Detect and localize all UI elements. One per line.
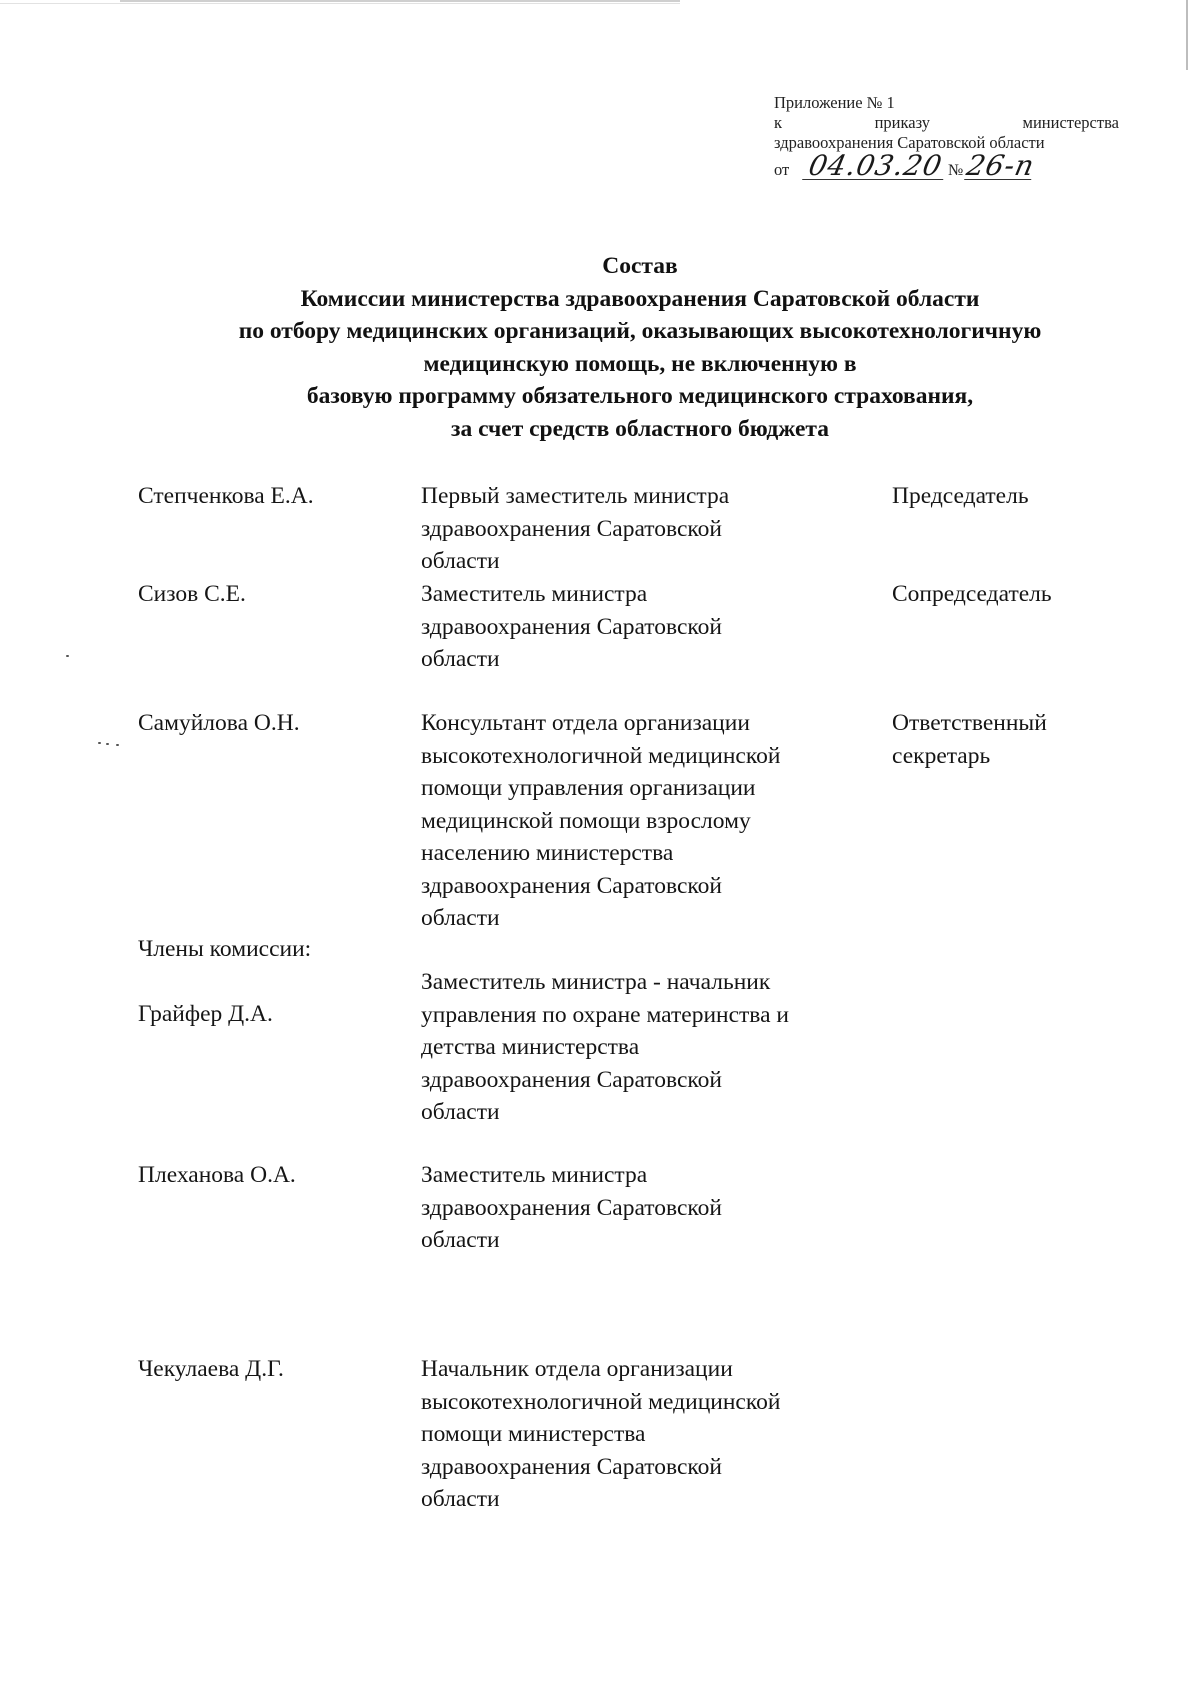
position-line: медицинской помощи взрослому xyxy=(421,807,751,834)
handwritten-order-number: 26-п xyxy=(963,149,1039,182)
position-line: Консультант отдела организации xyxy=(421,710,750,736)
position-line: здравоохранения Саратовской xyxy=(421,872,722,899)
scan-speck xyxy=(66,655,69,657)
role-line: Председатель xyxy=(892,483,1029,509)
member-position xyxy=(421,707,780,935)
annex-word: министерства xyxy=(1022,113,1119,132)
scan-speck xyxy=(116,744,119,746)
member-name: Плеханова О.А. xyxy=(138,1162,296,1188)
role-line: секретарь xyxy=(892,742,991,769)
title-line: за счет средств областного бюджета xyxy=(451,415,829,442)
position-line: Первый заместитель министра xyxy=(421,483,730,509)
member-position xyxy=(421,966,789,1129)
role-line: Сопредседатель xyxy=(892,581,1052,607)
position-line: области xyxy=(421,1486,500,1512)
annex-block xyxy=(774,93,1119,187)
position-line: высокотехнологичной медицинской xyxy=(421,742,781,769)
position-line: здравоохранения Саратовской xyxy=(421,1194,722,1221)
scan-edge-line xyxy=(1186,0,1188,70)
position-line: Заместитель министра xyxy=(421,1162,648,1188)
annex-date-row xyxy=(774,149,1119,187)
member-position xyxy=(421,480,729,578)
position-line: высокотехнологичной медицинской xyxy=(421,1388,781,1415)
member-position xyxy=(421,1159,722,1257)
role-line: Ответственный xyxy=(892,710,1047,736)
commission-members-label: Члены комиссии: xyxy=(138,936,312,962)
position-line: области xyxy=(421,1099,500,1125)
position-line: Заместитель министра xyxy=(421,581,648,607)
position-line: области xyxy=(421,905,500,931)
annex-date-prefix: от xyxy=(774,160,790,179)
position-line: управления по охране материнства и xyxy=(421,1001,789,1028)
annex-order-reference xyxy=(774,113,1119,133)
annex-ministry: здравоохранения Саратовской области xyxy=(774,133,1045,152)
position-line: здравоохранения Саратовской xyxy=(421,613,722,640)
position-line: здравоохранения Саратовской xyxy=(421,1066,722,1093)
position-line: здравоохранения Саратовской xyxy=(421,515,722,542)
member-role xyxy=(892,578,1052,611)
position-line: Начальник отдела организации xyxy=(421,1356,733,1382)
scan-speck xyxy=(106,743,109,745)
position-line: здравоохранения Саратовской xyxy=(421,1453,722,1480)
annex-word: к xyxy=(774,113,783,132)
position-line: помощи министерства xyxy=(421,1421,646,1447)
position-line: Заместитель министра - начальник xyxy=(421,969,771,995)
position-line: помощи управления организации xyxy=(421,775,756,801)
member-position xyxy=(421,1353,780,1516)
member-name: Чекулаева Д.Г. xyxy=(138,1356,284,1382)
title-line: по отбору медицинских организаций, оказывающих высокотехнологичную xyxy=(238,318,1042,344)
title-line: медицинскую помощь, не включенную в xyxy=(423,350,857,377)
member-name: Сизов С.Е. xyxy=(138,581,246,607)
scan-edge-line xyxy=(120,0,680,2)
scan-edge-line xyxy=(0,3,680,4)
position-line: области xyxy=(421,548,500,574)
document-title xyxy=(90,250,1190,445)
position-line: области xyxy=(421,646,500,672)
position-line: детства министерства xyxy=(421,1034,640,1060)
position-line: области xyxy=(421,1227,500,1253)
number-sign: № xyxy=(947,162,964,179)
member-name: Степченкова Е.А. xyxy=(138,483,314,509)
member-role xyxy=(892,707,1047,772)
title-line: Комиссии министерства здравоохранения Саратовской области xyxy=(300,285,980,312)
scan-speck xyxy=(98,742,101,744)
member-role xyxy=(892,480,1029,513)
position-line: населению министерства xyxy=(421,840,674,866)
title-line: Состав xyxy=(602,253,678,279)
member-name: Грайфер Д.А. xyxy=(138,1001,273,1027)
member-name: Самуйлова О.Н. xyxy=(138,710,300,736)
annex-word: приказу xyxy=(874,113,930,132)
member-position xyxy=(421,578,722,676)
handwritten-date: 04.03.20 xyxy=(802,153,948,180)
annex-number: Приложение № 1 xyxy=(774,93,895,112)
title-line: базовую программу обязательного медицинского страхования, xyxy=(306,383,974,409)
